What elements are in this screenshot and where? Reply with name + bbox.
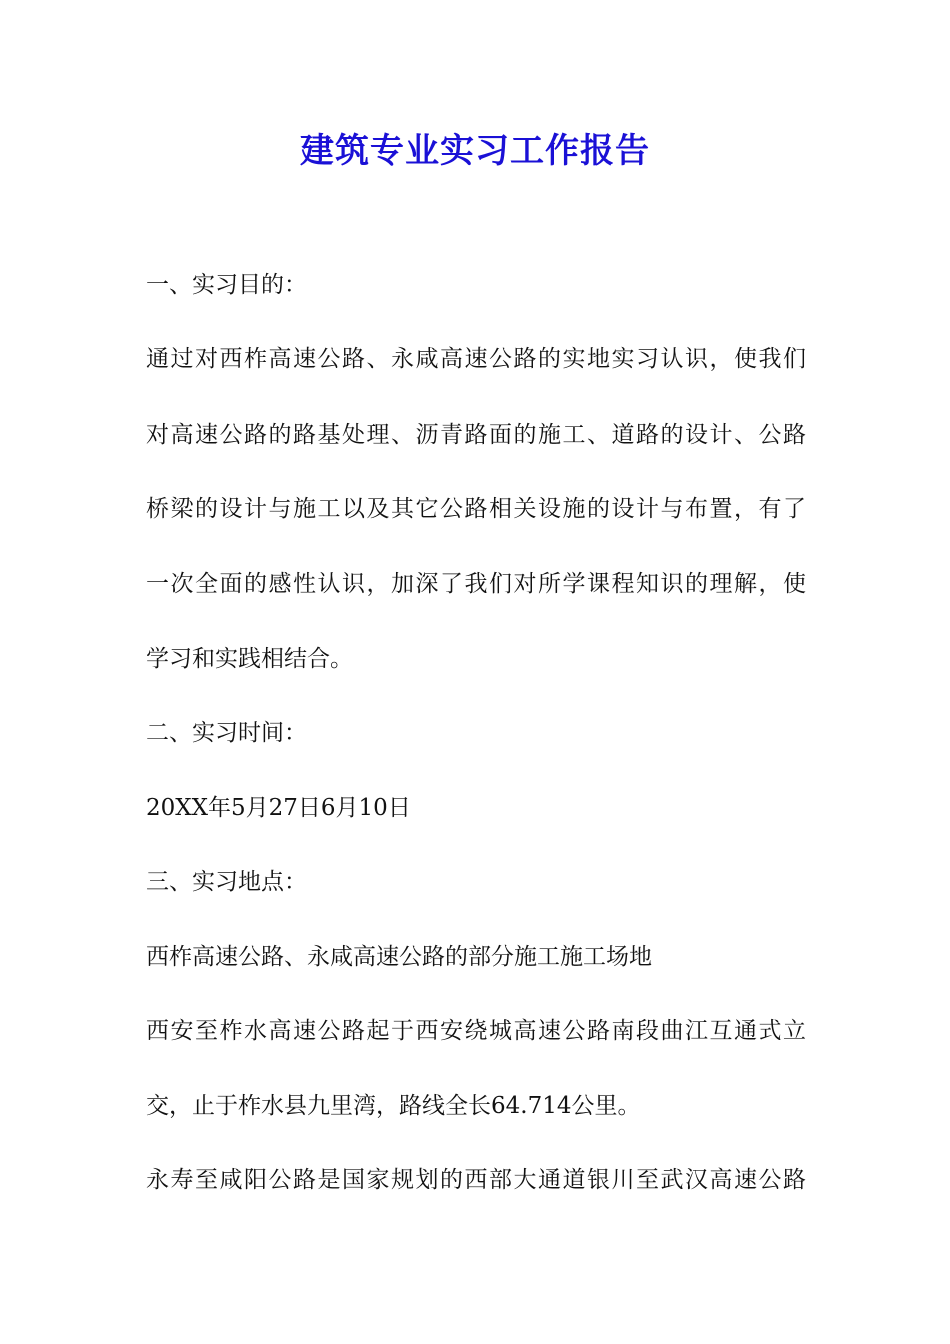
paragraph-line: 西安至柞水高速公路起于西安绕城高速公路南段曲江互通式立 (146, 1018, 806, 1044)
document-title: 建筑专业实习工作报告 (300, 131, 650, 171)
location-line: 西柞高速公路、永咸高速公路的部分施工施工场地 (146, 944, 652, 970)
paragraph-line: 学习和实践相结合。 (146, 646, 353, 672)
section-heading-location: 三、实习地点： (146, 869, 307, 895)
paragraph-line: 对高速公路的路基处理、沥青路面的施工、道路的设计、公路 (146, 422, 806, 448)
paragraph-line: 桥梁的设计与施工以及其它公路相关设施的设计与布置，有了 (146, 496, 806, 522)
internship-date: 20XX年5月27日6月10日 (146, 795, 411, 821)
paragraph-line: 通过对西柞高速公路、永咸高速公路的实地实习认识，使我们 (146, 346, 806, 372)
paragraph-line: 永寿至咸阳公路是国家规划的西部大通道银川至武汉高速公路 (146, 1167, 806, 1193)
section-heading-time: 二、实习时间： (146, 720, 307, 746)
paragraph-line: 交，止于柞水县九里湾，路线全长64.714公里。 (146, 1093, 641, 1119)
paragraph-line: 一次全面的感性认识，加深了我们对所学课程知识的理解，使 (146, 571, 806, 597)
section-heading-purpose: 一、实习目的： (146, 272, 307, 298)
